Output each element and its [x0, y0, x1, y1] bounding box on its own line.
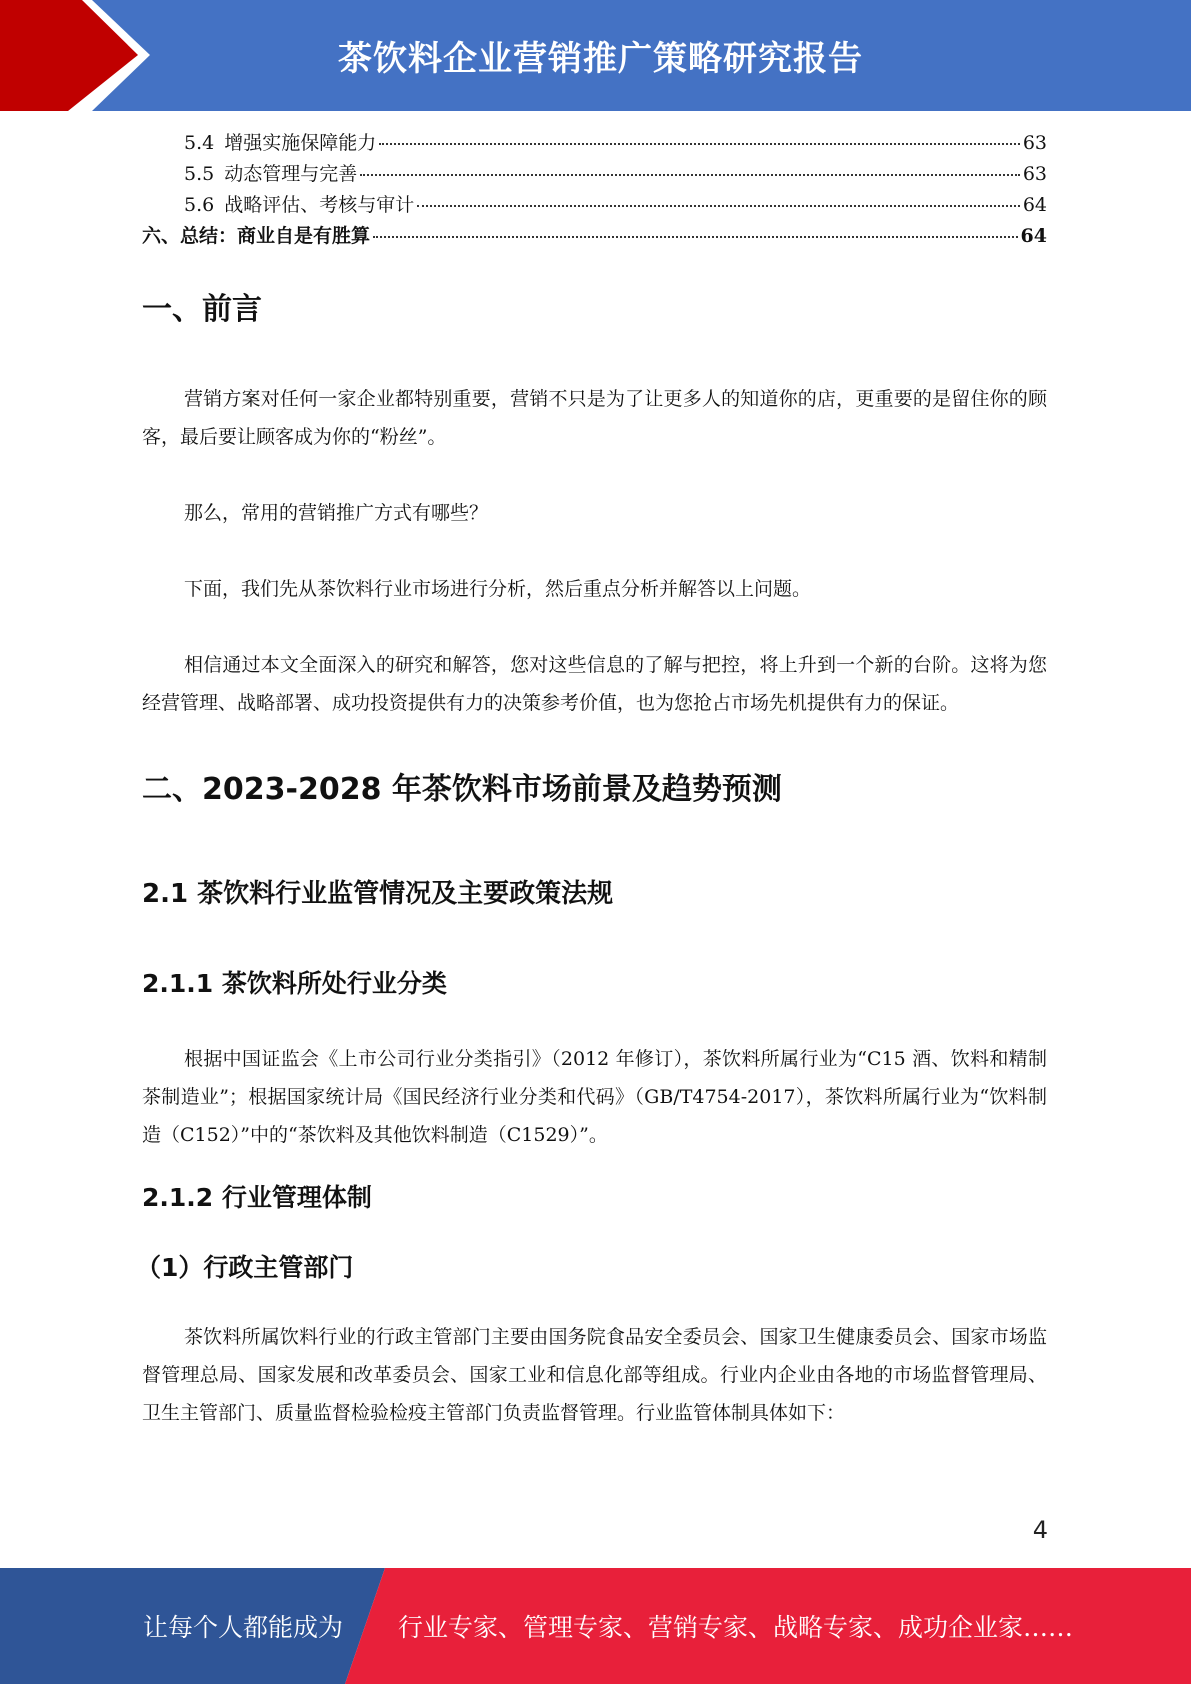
toc-entry-label: 增强实施保障能力 [224, 132, 377, 154]
toc-entry[interactable] [142, 128, 1047, 159]
toc-entry-page: 64 [1020, 225, 1047, 247]
page-number: 4 [1032, 1516, 1048, 1544]
toc-entry-number: 5.5 [184, 163, 215, 185]
toc-entry-number: 5.4 [184, 132, 215, 154]
section-heading: 一、前言 [142, 292, 262, 327]
toc-entry-page: 63 [1022, 163, 1047, 185]
document-body [136, 290, 1047, 1432]
footer-slogan-left: 让每个人都能成为 [143, 1613, 344, 1642]
toc-entry-label: 动态管理与完善 [224, 163, 358, 185]
toc-entry-label: 战略评估、考核与审计 [224, 194, 415, 216]
body-paragraph: 根据中国证监会《上市公司行业分类指引》（2012 年修订），茶饮料所属行业为“C15 酒、饮料和精制茶制造业”；根据国家统计局《国民经济行业分类和代码》（GB/T4754-2017），茶饮料所属行业为“饮料制造（C152）”中的“茶饮料及其他饮料制造（C1529）”。 [142, 1048, 1047, 1146]
page-footer [0, 1568, 1191, 1684]
body-paragraph: 那么，常用的营销推广方式有哪些？ [184, 502, 489, 524]
subsection-heading: 2.1 茶饮料行业监管情况及主要政策法规 [142, 879, 614, 909]
toc-entry[interactable] [142, 159, 1047, 190]
toc-entry-number: 5.6 [184, 194, 215, 216]
footer-slogan-right: 行业专家、管理专家、营销专家、战略专家、成功企业家…… [398, 1613, 1074, 1642]
toc-entry[interactable] [142, 190, 1047, 221]
toc-entry-label: 六、总结：商业自是有胜算 [142, 225, 371, 247]
body-paragraph: 相信通过本文全面深入的研究和解答，您对这些信息的了解与把控，将上升到一个新的台阶。这将为您经营管理、战略部署、成功投资提供有力的决策参考价值，也为您抢占市场先机提供有力的保证。 [142, 654, 1047, 714]
toc-leader-dots [373, 236, 1018, 238]
toc-entry-page: 63 [1022, 132, 1047, 154]
subsection-heading: 2.1.2 行业管理体制 [142, 1183, 372, 1212]
table-of-contents [142, 128, 1047, 252]
page-header [0, 0, 1191, 111]
body-paragraph: 茶饮料所属饮料行业的行政主管部门主要由国务院食品安全委员会、国家卫生健康委员会、国家市场监督管理总局、国家发展和改革委员会、国家工业和信息化部等组成。行业内企业由各地的市场监督管理局、卫生主管部门、质量监督检验检疫主管部门负责监督管理。行业监管体制具体如下： [142, 1326, 1047, 1424]
subsection-heading: （1）行政主管部门 [136, 1253, 354, 1282]
toc-leader-dots [379, 143, 1020, 145]
toc-entry[interactable] [142, 221, 1047, 252]
toc-leader-dots [360, 174, 1020, 176]
body-paragraph: 营销方案对任何一家企业都特别重要，营销不只是为了让更多人的知道你的店，更重要的是留住你的顾客，最后要让顾客成为你的“粉丝”。 [142, 388, 1047, 448]
toc-entry-page: 64 [1022, 194, 1047, 216]
toc-leader-dots [417, 205, 1020, 207]
report-title: 茶饮料企业营销推广策略研究报告 [338, 39, 863, 79]
section-heading: 二、2023-2028 年茶饮料市场前景及趋势预测 [142, 772, 782, 807]
subsection-heading: 2.1.1 茶饮料所处行业分类 [142, 969, 447, 998]
body-paragraph: 下面，我们先从茶饮料行业市场进行分析，然后重点分析并解答以上问题。 [184, 578, 812, 600]
